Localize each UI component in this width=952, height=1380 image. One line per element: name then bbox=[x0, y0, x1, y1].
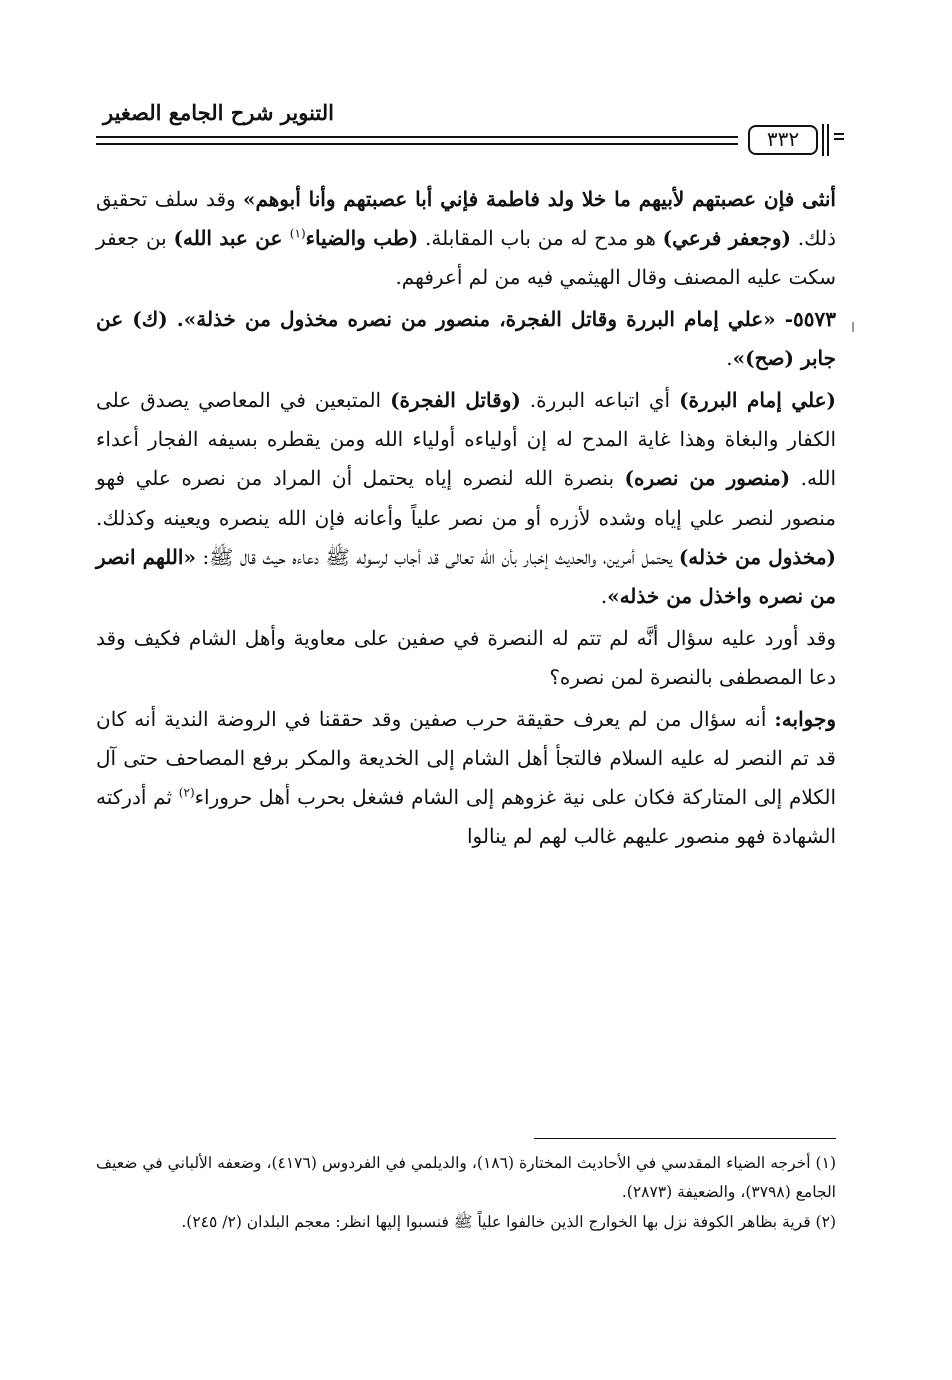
footnote-ref-2[interactable]: (٢) bbox=[178, 785, 195, 800]
source-citation: (طب والضياء bbox=[305, 226, 419, 251]
paragraph-question: وقد أورد عليه سؤال أنَّه لم تتم له النصرة في صفين على معاوية وأهل الشام فكيف وقد دعا المصطفى بالنصرة لمن نصره؟ bbox=[96, 625, 836, 689]
main-text bbox=[96, 180, 836, 859]
running-title: التنوير شرح الجامع الصغير bbox=[103, 100, 334, 125]
answer-label: وجوابه: bbox=[774, 706, 836, 731]
footnotes bbox=[96, 1149, 836, 1238]
quoted-phrase: (وقاتل الفجرة) bbox=[390, 388, 521, 413]
margin-mark bbox=[852, 322, 854, 332]
footnote-ref-1[interactable]: (١) bbox=[289, 226, 306, 241]
quoted-phrase: (علي إمام البررة) bbox=[679, 388, 837, 413]
header-double-rule bbox=[96, 136, 738, 145]
hadith-text: ٥٥٧٣- «علي إمام البررة وقاتل الفجرة، منصور من نصره مخذول من خذلة». (ك) عن جابر (صح)» bbox=[96, 307, 836, 371]
page-number-ornament bbox=[822, 124, 829, 156]
quoted-phrase: (منصور من نصره) bbox=[624, 466, 791, 491]
quoted-dua: «اللهم انصر من نصره واخذل من خذله» bbox=[96, 544, 836, 609]
page-number-ornament-dash bbox=[834, 133, 844, 140]
footnote-separator bbox=[534, 1138, 836, 1139]
paragraph-commentary: (علي إمام البررة) أي اتباعه البررة. (وقاتل الفجرة) المتبعين في المعاصي يصدق على الكفار والبغاة وهذا غاية المدح له إن أولياءه أولياء الله ومن يقطره بسيفه الفجار أعداء الله. (منصور من نصره) بنصرة الله لنصره إياه يحتمل أن المراد من نصره علي فهو منصور لنصر علي إياه وشده لأزره أو من نصر علياً وأعانه فإن الله ينصره ويعينه وكذلك. (مخذول من خذله) يحتمل أمرين، والحديث إخبار بأن الله تعالى قد أجاب لرسوله ﷺ دعاءه حيث قال ﷺ: «اللهم انصر من نصره واخذل من خذله». bbox=[96, 388, 837, 609]
page-number: ٣٣٢ bbox=[748, 125, 818, 155]
paragraph-answer: وجوابه: أنه سؤال من لم يعرف حقيقة حرب صفين وقد حققنا في الروضة الندية أنه كان قد تم النصر له عليه السلام فالتجأ أهل الشام إلى الخديعة والمكر برفع المصاحف حتى آل الكلام إلى المتاركة فكان على نية غزوهم إلى الشام فشغل بحرب أهل حروراء$^{(٢)}$ ثم أدركته الشهادة فهو منصور عليهم غالب لهم لم ينالوا bbox=[96, 706, 836, 849]
quoted-phrase: (مخذول من خذله) bbox=[678, 544, 837, 569]
footnote-1: (١) أخرجه الضياء المقدسي في الأحاديث المختارة (١٨٦)، والديلمي في الفردوس (٤١٧٦)، وضعفه الألباني في ضعيف الجامع (٣٧٩٨)، والضعيفة (٢٨٧٣). bbox=[96, 1154, 836, 1201]
hadith-continuation: أنثى فإن عصبتهم لأبيهم ما خلا ولد فاطمة فإني أبا عصبتهم وأنا أبوهم» bbox=[242, 187, 836, 211]
hadith-5573: ٥٥٧٣- «علي إمام البررة وقاتل الفجرة، منصور من نصره مخذول من خذلة». (ك) عن جابر (صح)». bbox=[96, 307, 836, 371]
footnote-2: (٢) قرية بظاهر الكوفة نزل بها الخوارج الذين خالفوا علياً ﷺ فنسبوا إليها انظر: معجم البلدان (٢/ ٢٤٥). bbox=[181, 1213, 836, 1231]
paragraph-1: أنثى فإن عصبتهم لأبيهم ما خلا ولد فاطمة فإني أبا عصبتهم وأنا أبوهم» وقد سلف تحقيق ذلك. (وجعفر فرعي) هو مدح له من باب المقابلة. (طب والضياء$^{(١)}$ عن عبد الله) بن جعفر سكت عليه المصنف وقال الهيثمي فيه من لم أعرفهم. bbox=[96, 187, 837, 290]
quoted-phrase: (وجعفر فرعي) bbox=[662, 226, 792, 251]
source-citation-2: عن عبد الله) bbox=[173, 226, 290, 251]
